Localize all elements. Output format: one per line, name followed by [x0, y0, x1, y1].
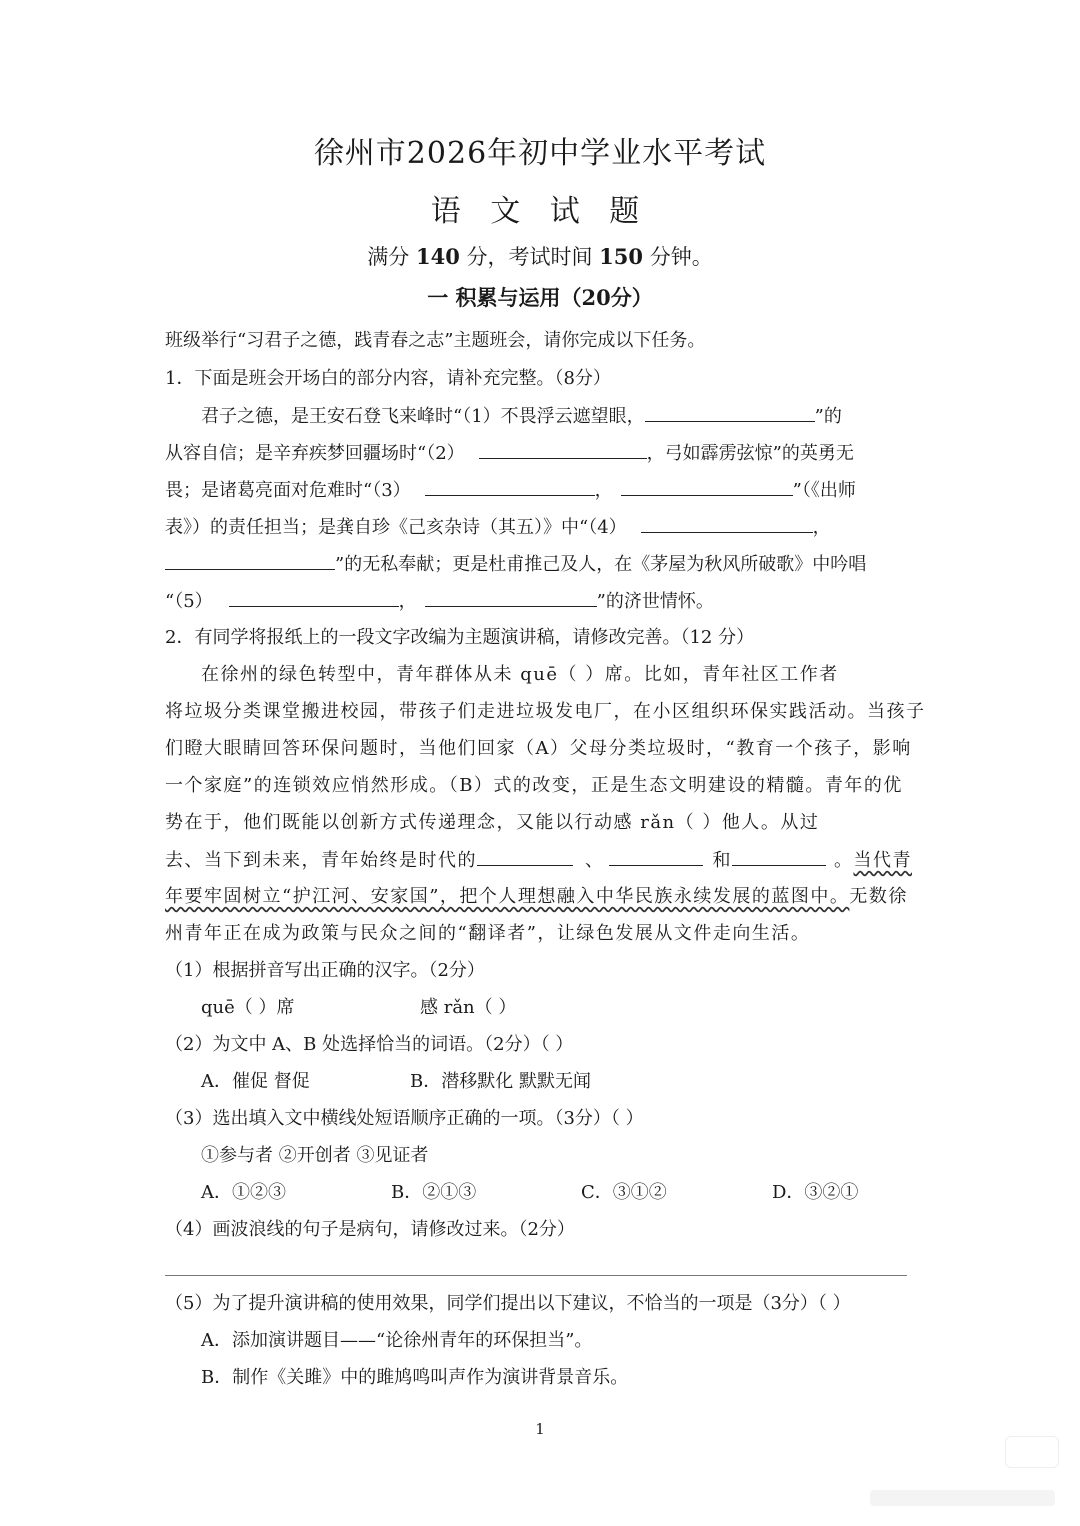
- q1-text: ”（《出师: [792, 480, 856, 501]
- sub-q2-option-a[interactable]: A．催促 督促: [201, 1071, 310, 1092]
- q1-line-1: [201, 403, 842, 430]
- q1-text: 从容自信；是辛弃疾梦回疆场时“（2）: [165, 443, 465, 464]
- exam-time: 150: [599, 244, 644, 269]
- score-info: [0, 241, 1080, 271]
- q1-line-6: [165, 588, 714, 615]
- q1-text: 君子之德，是王安石登飞来峰时“（1）不畏浮云遮望眼，: [201, 406, 645, 427]
- sub-q3-option-d[interactable]: D．③②①: [772, 1182, 859, 1203]
- q1-stem: 1．下面是班会开场白的部分内容，请补充完整。（8分）: [165, 368, 611, 389]
- q1-text: ”的无私奉献；更是杜甫推己及人，在《茅屋为秋风所破歌》中吟唱: [335, 554, 867, 575]
- q1-line-2: [165, 440, 854, 467]
- sub-q3-option-b[interactable]: B．②①③: [391, 1182, 477, 1203]
- passage-line-4: 一个家庭”的连锁效应悄然形成。（B）式的改变，正是生态文明建设的精髓。青年的优: [165, 775, 903, 796]
- answer-blank[interactable]: [425, 588, 597, 607]
- passage-text: 无数徐: [849, 886, 908, 907]
- sub-q5-option-b[interactable]: B．制作《关雎》中的雎鸠鸣叫声作为演讲背景音乐。: [201, 1367, 629, 1388]
- exam-subtitle: 语 文 试 题: [430, 194, 650, 229]
- passage-line-3: 们瞪大眼睛回答环保问题时，当他们回家（A）父母分类垃圾时，“教育一个孩子，影响: [165, 738, 912, 759]
- watermark-logo: [1005, 1436, 1059, 1468]
- q1-text: ，弓如霹雳弦惊”的英勇无: [646, 443, 854, 464]
- sub-q3-stem: （3）选出填入文中横线处短语顺序正确的一项。（3分）（ ）: [165, 1108, 644, 1129]
- q1-line-4: [165, 514, 831, 541]
- q1-text: 畏；是诸葛亮面对危难时“（3）: [165, 480, 411, 501]
- answer-line[interactable]: [165, 1275, 907, 1276]
- sub-q3-option-c[interactable]: C．③①②: [581, 1182, 667, 1203]
- q1-text: ”的济世情怀。: [596, 591, 714, 612]
- full-score: 140: [415, 244, 460, 269]
- passage-text: 。: [834, 850, 854, 871]
- sub-q5-stem: （5）为了提升演讲稿的使用效果，同学们提出以下建议，不恰当的一项是（3分）（ ）: [165, 1293, 851, 1314]
- sub-q2-option-b[interactable]: B．潜移默化 默默无闻: [410, 1071, 591, 1092]
- passage-line-1: 在徐州的绿色转型中，青年群体从未 quē（ ）席。比如，青年社区工作者: [201, 664, 839, 685]
- score-mid: 分，考试时间: [459, 245, 600, 269]
- score-post: 分钟。: [643, 245, 713, 269]
- answer-blank[interactable]: [479, 440, 647, 459]
- passage-line-6: [165, 847, 912, 874]
- q1-text: ，: [594, 480, 613, 501]
- q1-line-3: [165, 477, 856, 504]
- wavy-sentence: 年要牢固树立“护江河、安家国”，把个人理想融入中华民族永续发展的蓝图中。: [165, 886, 850, 907]
- page-number: 1: [535, 1420, 545, 1438]
- sub-q3-phrases: ①参与者 ②开创者 ③见证者: [201, 1145, 429, 1166]
- watermark-caption: [870, 1490, 1055, 1506]
- answer-blank[interactable]: [425, 477, 595, 496]
- sub-q1-item-b[interactable]: 感 rǎn（ ）: [420, 997, 517, 1018]
- q1-line-5: [165, 551, 866, 578]
- exam-title: 徐州市2026年初中学业水平考试: [313, 136, 767, 171]
- answer-blank[interactable]: [645, 403, 815, 422]
- q1-text: ，: [812, 517, 831, 538]
- answer-blank[interactable]: [732, 847, 826, 866]
- passage-line-8: 州青年正在成为政策与民众之间的“翻译者”，让绿色发展从文件走向生活。: [165, 923, 811, 944]
- sub-q1-item-a[interactable]: quē（ ）席: [201, 997, 295, 1018]
- passage-text: 去、当下到未来，青年始终是时代的: [165, 850, 477, 871]
- passage-line-7: [165, 884, 908, 910]
- q1-text: 表》）的责任担当；是龚自珍《己亥杂诗（其五）》中“（4）: [165, 517, 627, 538]
- answer-blank[interactable]: [229, 588, 399, 607]
- intro-text: 班级举行“习君子之德，践青春之志”主题班会，请你完成以下任务。: [165, 330, 706, 351]
- sub-q3-option-a[interactable]: A．①②③: [201, 1182, 286, 1203]
- passage-line-5: 势在于，他们既能以创新方式传递理念，又能以行动感 rǎn（ ）他人。从过: [165, 812, 820, 833]
- score-pre: 满分: [367, 245, 416, 269]
- answer-blank[interactable]: [477, 847, 573, 866]
- wavy-sentence: 当代青: [853, 850, 912, 871]
- sub-q5-option-a[interactable]: A．添加演讲题目——“论徐州青年的环保担当”。: [201, 1330, 593, 1351]
- answer-blank[interactable]: [609, 847, 703, 866]
- answer-blank[interactable]: [165, 551, 335, 570]
- q1-text: “（5）: [165, 591, 213, 612]
- q1-text: ”的: [814, 406, 842, 427]
- sub-q4-stem: （4）画波浪线的句子是病句，请修改过来。（2分）: [165, 1219, 575, 1240]
- sub-q2-stem: （2）为文中 A、B 处选择恰当的词语。（2分）（ ）: [165, 1034, 574, 1055]
- section-title: 一 积累与运用（20分）: [427, 285, 653, 310]
- passage-text: 和: [712, 850, 732, 871]
- q1-text: ，: [398, 591, 417, 612]
- passage-text: 、: [585, 850, 605, 871]
- answer-blank[interactable]: [621, 477, 793, 496]
- passage-line-2: 将垃圾分类课堂搬进校园，带孩子们走进垃圾发电厂，在小区组织环保实践活动。当孩子: [165, 701, 926, 722]
- q2-stem: 2．有同学将报纸上的一段文字改编为主题演讲稿，请修改完善。（12 分）: [165, 627, 755, 648]
- answer-blank[interactable]: [641, 514, 813, 533]
- sub-q1-stem: （1）根据拼音写出正确的汉字。（2分）: [165, 960, 485, 981]
